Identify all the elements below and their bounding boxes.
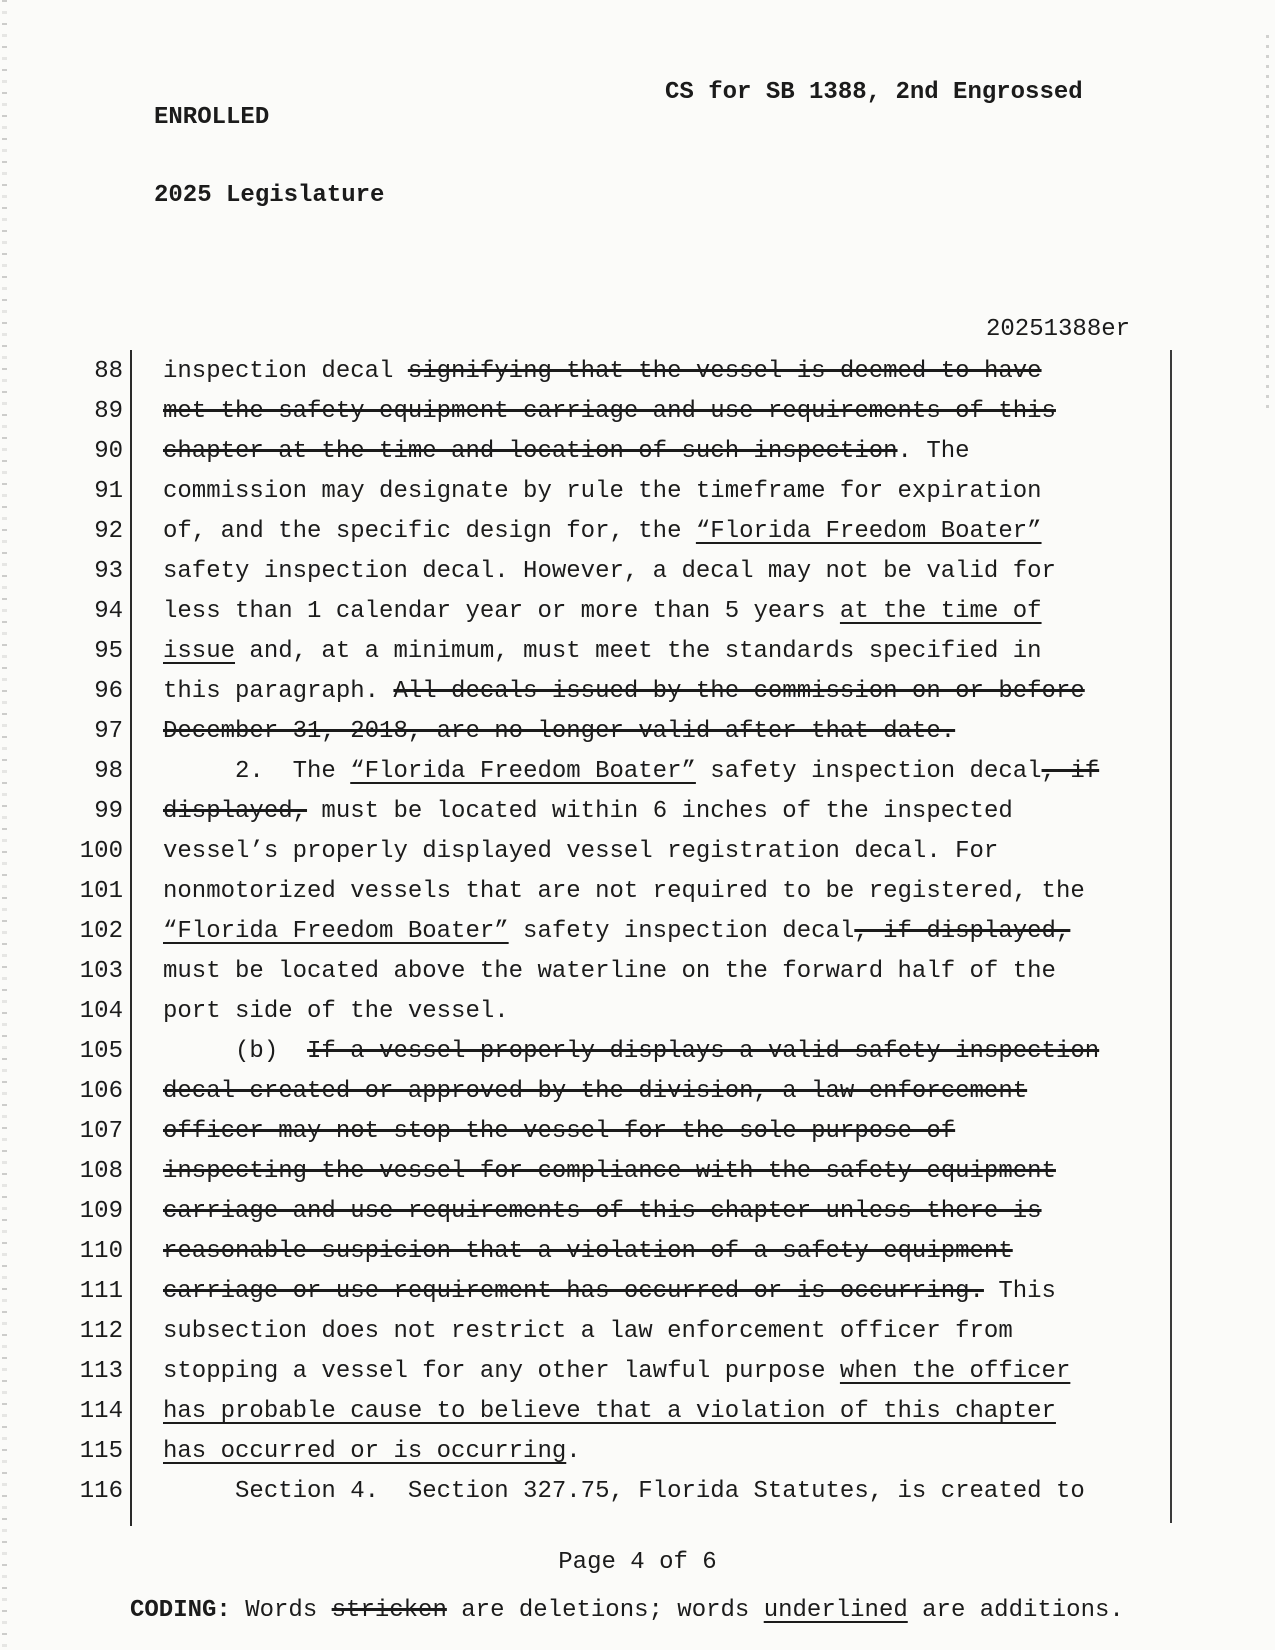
text-line: [0, 792, 1275, 832]
line-number: 93: [94, 558, 123, 585]
text-segment-n: less than 1 calendar year or more than 5 years: [163, 598, 840, 625]
text-segment-st: officer may not stop the vessel for the sole purpose of: [163, 1118, 956, 1145]
line-number: 113: [79, 1358, 123, 1385]
text-line: [0, 1312, 1275, 1352]
line-number: 103: [79, 958, 123, 985]
text-segment-st: decal created or approved by the division, a law enforcement: [163, 1078, 1028, 1105]
text-segment-st: chapter at the time and location of such inspection: [163, 438, 898, 465]
line-text: [163, 1112, 955, 1152]
text-line: [0, 512, 1275, 552]
text-segment-u: “Florida Freedom Boater”: [163, 918, 509, 945]
line-number: 110: [79, 1238, 123, 1265]
line-number: 106: [79, 1078, 123, 1105]
line-number: 98: [94, 758, 123, 785]
document-id: 20251388er: [986, 316, 1131, 343]
text-segment-st: December 31, 2018, are no longer valid after that date.: [163, 718, 956, 745]
text-segment-st: stricken: [331, 1597, 447, 1624]
line-number: 109: [79, 1198, 123, 1225]
line-text: [163, 1152, 1056, 1192]
text-segment-n: must be located within 6 inches of the inspected: [307, 798, 1013, 825]
line-number: 100: [79, 838, 123, 865]
text-segment-st: met the safety equipment carriage and use requirements of this: [163, 398, 1056, 425]
text-line: [0, 392, 1275, 432]
line-number: 115: [79, 1438, 123, 1465]
line-number: 111: [79, 1278, 123, 1305]
line-number: 99: [94, 798, 123, 825]
text-segment-u: “Florida Freedom Boater”: [695, 518, 1042, 545]
text-line: [0, 1032, 1275, 1072]
text-line: [0, 472, 1275, 512]
text-segment-n: safety inspection decal: [695, 758, 1042, 785]
line-number: 90: [94, 438, 123, 465]
line-number: 107: [79, 1118, 123, 1145]
text-segment-n: and, at a minimum, must meet the standards specified in: [235, 638, 1042, 665]
line-number: 96: [94, 678, 123, 705]
text-segment-u: underlined: [763, 1597, 908, 1624]
line-number: 88: [94, 358, 123, 385]
line-text: [163, 832, 998, 872]
line-text: [163, 752, 1099, 792]
line-number: 92: [94, 518, 123, 545]
text-segment-n: this paragraph.: [163, 678, 394, 705]
line-text: [163, 1192, 1042, 1232]
line-text: [163, 992, 509, 1032]
text-line: [0, 1392, 1275, 1432]
line-number: 112: [79, 1318, 123, 1345]
text-segment-n: subsection does not restrict a law enforcement officer from: [163, 1318, 1013, 1345]
text-segment-u: at the time of: [839, 598, 1042, 625]
text-line: [0, 832, 1275, 872]
line-text: [163, 912, 1070, 952]
line-number: 104: [79, 998, 123, 1025]
line-text: [163, 472, 1042, 512]
text-segment-n: must be located above the waterline on the forward half of the: [163, 958, 1056, 985]
text-segment-st: inspecting the vessel for compliance with the safety equipment: [163, 1158, 1056, 1185]
line-number: 101: [79, 878, 123, 905]
text-segment-u: has occurred or is occurring: [163, 1438, 567, 1465]
text-segment-n: are deletions; words: [446, 1597, 764, 1624]
text-line: [0, 592, 1275, 632]
line-number: 105: [79, 1038, 123, 1065]
line-text: [163, 1272, 1056, 1312]
text-line: [0, 992, 1275, 1032]
line-text: [163, 712, 955, 752]
text-line: [0, 1072, 1275, 1112]
line-text: [163, 1312, 1013, 1352]
text-segment-u: when the officer: [839, 1358, 1071, 1385]
text-segment-n: of, and the specific design for, the: [163, 518, 696, 545]
text-lines: [0, 352, 1275, 1512]
text-segment-n: Words: [245, 1597, 332, 1624]
text-line: [0, 1352, 1275, 1392]
line-text: [163, 512, 1042, 552]
line-text: [163, 432, 970, 472]
text-line: [0, 1272, 1275, 1312]
line-text: [163, 352, 1042, 392]
line-text: [163, 1432, 581, 1472]
text-segment-u: issue: [163, 638, 236, 665]
text-line: [0, 1232, 1275, 1272]
line-text: [163, 592, 1042, 632]
line-text: [163, 952, 1056, 992]
line-text: [163, 1232, 1013, 1272]
legislature-label: 2025 Legislature: [154, 182, 385, 209]
header-left: [154, 53, 384, 261]
text-segment-n: port side of the vessel.: [163, 998, 509, 1025]
line-text: [163, 672, 1085, 712]
line-number: 95: [94, 638, 123, 665]
line-number: 108: [79, 1158, 123, 1185]
text-segment-st: If a vessel properly displays a valid safety inspection: [307, 1038, 1100, 1065]
text-line: [0, 1152, 1275, 1192]
line-number: 114: [79, 1398, 123, 1425]
line-number: 91: [94, 478, 123, 505]
line-number: 94: [94, 598, 123, 625]
line-number: 116: [79, 1478, 123, 1505]
line-number: 97: [94, 718, 123, 745]
text-segment-u: has probable cause to believe that a violation of this chapter: [163, 1398, 1056, 1425]
text-line: [0, 872, 1275, 912]
line-text: [163, 392, 1056, 432]
line-number: 102: [79, 918, 123, 945]
text-line: [0, 1432, 1275, 1472]
coding-legend: [130, 1597, 1124, 1624]
text-line: [0, 912, 1275, 952]
text-segment-n: are additions.: [907, 1597, 1124, 1624]
text-segment-st: , if: [1041, 758, 1100, 785]
text-segment-st: carriage and use requirements of this chapter unless there is: [163, 1198, 1042, 1225]
text-segment-n: stopping a vessel for any other lawful purpose: [163, 1358, 840, 1385]
text-line: [0, 1112, 1275, 1152]
text-segment-st: All decals issued by the commission on or before: [393, 678, 1085, 705]
text-segment-n: vessel’s properly displayed vessel registration decal. For: [163, 838, 999, 865]
text-segment-st: carriage or use requirement has occurred or is occurring.: [163, 1278, 984, 1305]
text-segment-n: safety inspection decal: [508, 918, 855, 945]
text-line: [0, 432, 1275, 472]
text-segment-b: CODING:: [130, 1597, 246, 1624]
text-line: [0, 352, 1275, 392]
line-text: [163, 1352, 1070, 1392]
bill-title: CS for SB 1388, 2nd Engrossed: [665, 79, 1083, 106]
text-segment-n: (b): [163, 1038, 308, 1065]
line-text: [163, 1392, 1056, 1432]
text-segment-n: .: [566, 1438, 581, 1465]
enrolled-label: ENROLLED: [154, 104, 270, 131]
text-line: [0, 672, 1275, 712]
text-segment-n: Section 4. Section 327.75, Florida Statutes, is created to: [163, 1478, 1085, 1505]
text-segment-st: displayed,: [163, 798, 308, 825]
text-line: [0, 552, 1275, 592]
text-segment-n: This: [983, 1278, 1056, 1305]
text-segment-n: . The: [897, 438, 970, 465]
line-text: [163, 872, 1085, 912]
line-text: [163, 1072, 1027, 1112]
line-text: [163, 792, 1013, 832]
text-segment-n: nonmotorized vessels that are not required to be registered, the: [163, 878, 1085, 905]
text-line: [0, 952, 1275, 992]
line-text: [163, 1032, 1099, 1072]
text-segment-st: , if displayed,: [854, 918, 1071, 945]
text-segment-st: signifying that the vessel is deemed to have: [407, 358, 1042, 385]
text-segment-st: reasonable suspicion that a violation of a safety equipment: [163, 1238, 1013, 1265]
text-line: [0, 632, 1275, 672]
text-segment-n: 2. The: [163, 758, 351, 785]
line-text: [163, 552, 1056, 592]
line-text: [163, 632, 1042, 672]
text-segment-n: safety inspection decal. However, a decal may not be valid for: [163, 558, 1056, 585]
text-segment-n: commission may designate by rule the timeframe for expiration: [163, 478, 1042, 505]
text-line: [0, 1472, 1275, 1512]
text-segment-u: “Florida Freedom Boater”: [350, 758, 696, 785]
line-number: 89: [94, 398, 123, 425]
page-number: Page 4 of 6: [558, 1549, 717, 1576]
text-line: [0, 712, 1275, 752]
line-text: [163, 1472, 1085, 1512]
text-line: [0, 752, 1275, 792]
text-line: [0, 1192, 1275, 1232]
text-segment-n: inspection decal: [163, 358, 408, 385]
